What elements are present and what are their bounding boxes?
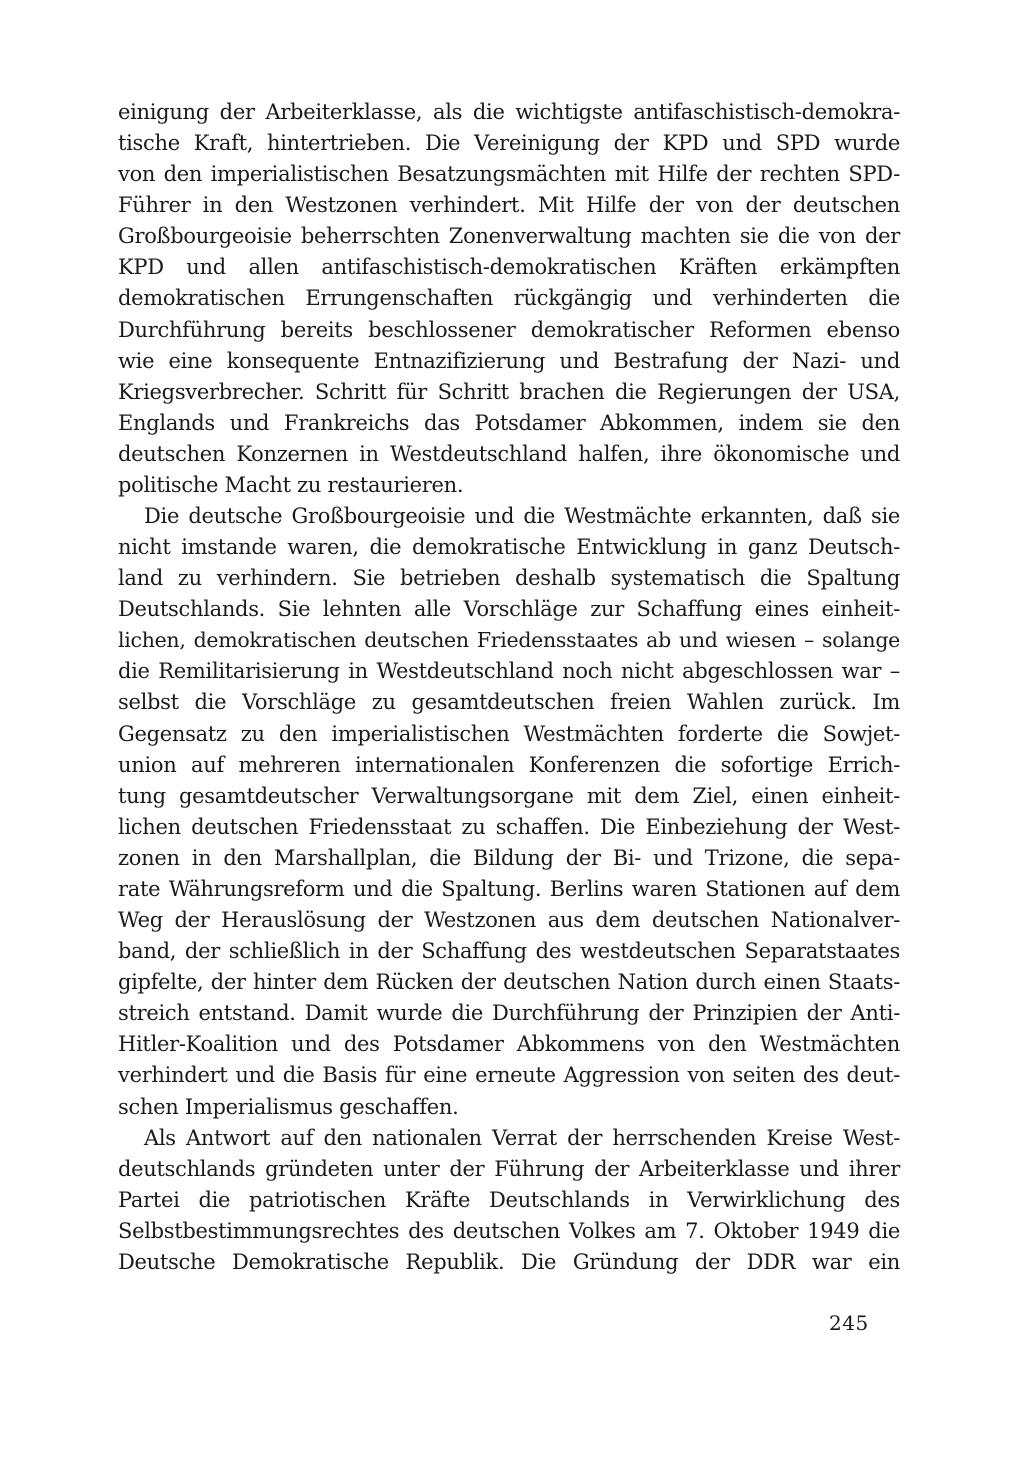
text-line: land zu verhindern. Sie betrieben deshalb systematisch die Spaltung — [118, 566, 900, 591]
text-line: Hitler-Koalition und des Potsdamer Abkommens von den Westmächten — [118, 1032, 900, 1057]
text-line: Die deutsche Großbourgeoisie und die Westmächte erkannten, daß sie — [144, 504, 900, 529]
text-line: deutschen Konzernen in Westdeutschland halfen, ihre ökonomische und — [118, 441, 900, 466]
text-line: deutschlands gründeten unter der Führung der Arbeiterklasse und ihrer — [118, 1156, 900, 1181]
text-line: Gegensatz zu den imperialistischen Westmächten forderte die Sowjet- — [118, 721, 900, 746]
text-line: Weg der Herauslösung der Westzonen aus dem deutschen Nationalver- — [118, 908, 900, 933]
text-line: Führer in den Westzonen verhindert. Mit Hilfe der von der deutschen — [118, 193, 900, 218]
text-line: gipfelte, der hinter dem Rücken der deutschen Nation durch einen Staats- — [118, 970, 900, 995]
text-line: KPD und allen antifaschistisch-demokratischen Kräften erkämpften — [118, 255, 900, 280]
text-line: selbst die Vorschläge zu gesamtdeutschen freien Wahlen zurück. Im — [118, 690, 900, 715]
text-line: Deutsche Demokratische Republik. Die Gründung der DDR war ein — [118, 1249, 900, 1274]
text-line: nicht imstande waren, die demokratische Entwicklung in ganz Deutsch- — [118, 535, 900, 560]
text-line: Partei die patriotischen Kräfte Deutschlands in Verwirklichung des — [118, 1187, 900, 1212]
text-line: tung gesamtdeutscher Verwaltungsorgane mit dem Ziel, einen einheit- — [118, 783, 900, 808]
paragraph — [118, 501, 900, 1123]
text-line: Kriegsverbrecher. Schritt für Schritt brachen die Regierungen der USA, — [118, 379, 900, 404]
text-line: union auf mehreren internationalen Konferenzen die sofortige Errich- — [118, 752, 900, 777]
text-line: von den imperialistischen Besatzungsmächten mit Hilfe der rechten SPD- — [118, 162, 900, 187]
text-line: Durchführung bereits beschlossener demokratischer Reformen ebenso — [118, 317, 900, 342]
text-line: zonen in den Marshallplan, die Bildung der Bi- und Trizone, die sepa- — [118, 845, 900, 870]
text-line: Selbstbestimmungsrechtes des deutschen Volkes am 7. Oktober 1949 die — [118, 1218, 900, 1243]
text-line: die Remilitarisierung in Westdeutschland noch nicht abgeschlossen war – — [118, 659, 900, 684]
text-line: lichen, demokratischen deutschen Friedensstaates ab und wiesen – solange — [118, 628, 900, 653]
text-line: Als Antwort auf den nationalen Verrat der herrschenden Kreise West- — [144, 1125, 900, 1150]
text-line: verhindert und die Basis für eine erneute Aggression von seiten des deut- — [118, 1063, 900, 1088]
paragraph — [118, 97, 900, 501]
text-line: Großbourgeoisie beherrschten Zonenverwaltung machten sie die von der — [118, 224, 900, 249]
body-text — [118, 97, 900, 1278]
text-line: lichen deutschen Friedensstaat zu schaffen. Die Einbeziehung der West- — [118, 814, 900, 839]
page-number: 245 — [829, 1311, 869, 1335]
text-line: streich entstand. Damit wurde die Durchführung der Prinzipien der Anti- — [118, 1001, 900, 1026]
text-line: demokratischen Errungenschaften rückgängig und verhinderten die — [118, 286, 900, 311]
text-line: schen Imperialismus geschaffen. — [118, 1094, 459, 1119]
text-line: wie eine konsequente Entnazifizierung und Bestrafung der Nazi- und — [118, 348, 900, 373]
text-line: politische Macht zu restaurieren. — [118, 472, 464, 497]
text-line: tische Kraft, hintertrieben. Die Vereinigung der KPD und SPD wurde — [118, 131, 900, 156]
text-line: Deutschlands. Sie lehnten alle Vorschläge zur Schaffung eines einheit- — [118, 597, 900, 622]
text-line: Englands und Frankreichs das Potsdamer Abkommen, indem sie den — [118, 410, 900, 435]
text-line: band, der schließlich in der Schaffung des westdeutschen Separatstaates — [118, 939, 900, 964]
text-line: einigung der Arbeiterklasse, als die wichtigste antifaschistisch-demokra- — [118, 100, 900, 124]
paragraph — [118, 1123, 900, 1278]
text-line: rate Währungsreform und die Spaltung. Berlins waren Stationen auf dem — [118, 876, 900, 901]
